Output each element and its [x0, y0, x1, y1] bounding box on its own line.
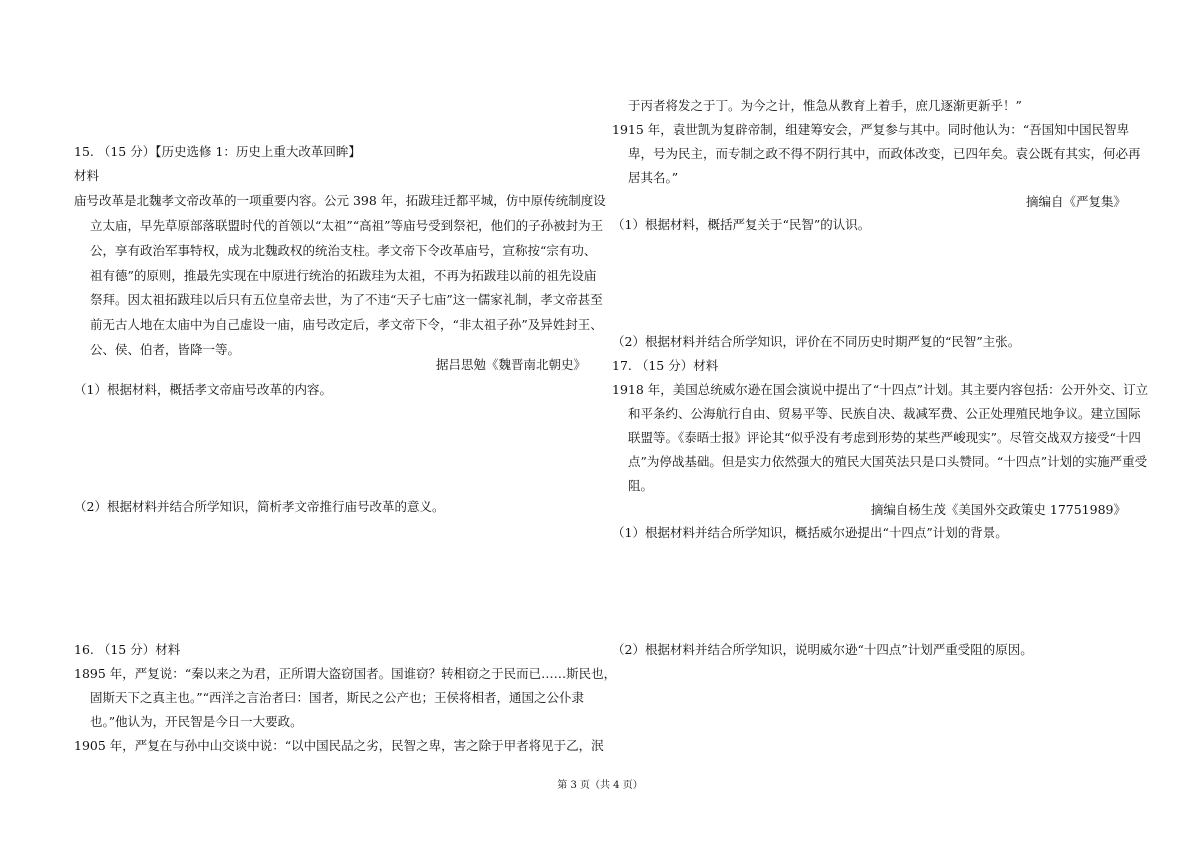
q15-para-line: 公，享有政治军事特权，成为北魏政权的统治支柱。孝文帝下令改革庙号，宣称按“宗有功、: [90, 243, 597, 258]
q15-para-line: 庙号改革是北魏孝文帝改革的一项重要内容。公元 398 年，拓跋珪迁都平城，仿中原传统制度设: [74, 193, 606, 208]
q15-question-2: （2）根据材料并结合所学知识，简析孝文帝推行庙号改革的意义。: [74, 499, 445, 514]
q15-title: 15. （15 分）【历史选修 1：历史上重大改革回眸】: [74, 144, 361, 159]
q15-para-line: 立太庙，早先草原部落联盟时代的首领以“太祖”“高祖”等庙号受到祭祀，他们的子孙被封为王: [90, 218, 604, 233]
q16-title: 16. （15 分）材料: [74, 642, 181, 657]
q17-para-line: 1918 年，美国总统威尔逊在国会演说中提出了“十四点”计划。其主要内容包括：公开外交、订立: [612, 382, 1149, 397]
q15-para-line: 祖有德”的原则，推最先实现在中原进行统治的拓跋珪为太祖，不再为拓跋珪以前的祖先设庙: [90, 268, 597, 283]
q17-source: 摘编自杨生茂《美国外交政策史 17751989》: [870, 502, 1126, 517]
q17-para-line: 阻。: [628, 478, 654, 493]
q15-question-1: （1）根据材料，概括孝文帝庙号改革的内容。: [74, 382, 332, 397]
q16-para-line: 1905 年，严复在与孙中山交谈中说：“以中国民品之劣，民智之卑，害之除于甲者将见于乙，泯: [74, 738, 604, 753]
q17-para-line: 联盟等。《泰晤士报》评论其“似乎没有考虑到形势的某些严峻现实”。尽管交战双方接受“十四: [628, 430, 1141, 445]
q17-question-2: （2）根据材料并结合所学知识，说明威尔逊“十四点”计划严重受阻的原因。: [612, 642, 1033, 657]
q16-para-line: 居其名。”: [628, 170, 679, 185]
q16-source: 摘编自《严复集》: [1025, 194, 1126, 209]
q16-question-1: （1）根据材料，概括严复关于“民智”的认识。: [612, 217, 871, 232]
q17-title: 17. （15 分）材料: [612, 358, 719, 373]
page-number-footer: 第 3 页（共 4 页）: [557, 780, 643, 791]
q16-para-line: 1895 年，严复说：“秦以来之为君，正所谓大盗窃国者。国谁窃？转相窃之于民而已……斯民也，: [74, 666, 617, 681]
q17-para-line: 和平条约、公海航行自由、贸易平等、民族自决、裁减军费、公正处理殖民地争议。建立国际: [628, 406, 1141, 421]
q15-para-line: 公、侯、伯者，皆降一等。: [90, 342, 241, 357]
q16-question-2: （2）根据材料并结合所学知识，评价在不同历史时期严复的“民智”主张。: [612, 334, 1021, 349]
q16-para-line: 1915 年，袁世凯为复辟帝制，组建筹安会，严复参与其中。同时他认为：“吾国知中国民智卑: [612, 122, 1130, 137]
q16-para-cont: 于丙者将发之于丁。为今之计，惟急从教育上着手，庶几逐渐更新乎！”: [628, 98, 1022, 113]
q15-source: 据吕思勉《魏晋南北朝史》: [435, 357, 586, 372]
q17-question-1: （1）根据材料并结合所学知识，概括威尔逊提出“十四点”计划的背景。: [612, 525, 1008, 540]
q16-para-line: 也。”他认为，开民智是今日一大要政。: [90, 714, 303, 729]
q16-para-line: 固斯天下之真主也。”“西洋之言治者曰：国者，斯民之公产也；王侯将相者，通国之公仆隶: [90, 690, 585, 705]
q15-para-line: 前无古人地在太庙中为自己虚设一庙，庙号改定后，孝文帝下令，“非太祖子孙”及异姓封王、: [90, 317, 603, 332]
q15-material-label: 材料: [74, 168, 100, 183]
q15-para-line: 祭拜。因太祖拓跋珪以后只有五位皇帝去世，为了不违“天子七庙”这一儒家礼制，孝文帝甚至: [90, 292, 603, 307]
q17-para-line: 点”为停战基础。但是实力依然强大的殖民大国英法只是口头赞同。“十四点”计划的实施严重受: [628, 454, 1148, 469]
q16-para-line: 卑，号为民主，而专制之政不得不阴行其中，而政体改变，已四年矣。袁公既有其实，何必再: [628, 146, 1141, 161]
